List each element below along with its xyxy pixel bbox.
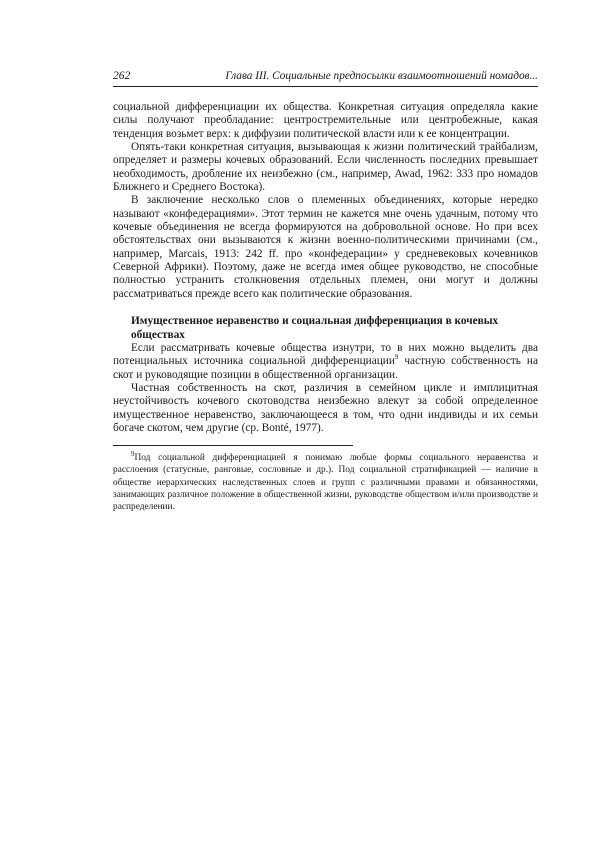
paragraph-3: В заключение несколько слов о племенных объединениях, которые нередко называют «конфедерациями». Этот термин не кажется мне очень удачным, потому что кочевые объединения не всегда формируются на добровольной основе. Но при всех обстоятельствах они вызываются к жизни военно-политическими причинами (см., например, Marcais, 1913: 242 ff. про «конфедерации» у средневековых кочевников Северной Африки). Поэтому, даже не всегда имея общее руководство, не способные полностью устранить столкновения отдельных племен, они могут и должны рассматриваться прежде всего как политические образования.: [113, 194, 538, 300]
footnote-separator: [113, 445, 353, 446]
footnote-text: Под социальной дифференциацией я понимаю любые формы социального неравенства и расслоения (статусные, ранговые, сословные и др.). Под социальной стратификацией — наличие в обществе иерархических наследственных слоев и групп с различными правами и обязанностями, занимающих различное положение в общественной жизни, руководстве обществом и/или производстве и распределении.: [113, 453, 538, 513]
paragraph-5: Частная собственность на скот, различия в семейном цикле и имплицитная неустойчивость кочевого скотоводства неизбежно влекут за собой определенное имущественное неравенство, заключающееся в том, что одни индивиды и их семьи богаче скотом, чем другие (ср. Bonté, 1977).: [113, 381, 538, 434]
footnote-ref[interactable]: 9: [394, 353, 399, 362]
paragraph-2: Опять-таки конкретная ситуация, вызывающая к жизни политический трайбализм, определяет и размеры кочевых образований. Если численность последних превышает необходимость, дробление их неизбежно (см., например, Awad, 1962: 333 про номадов Ближнего и Среднего Востока).: [113, 141, 538, 194]
paragraph-1: социальной дифференциации их общества. Конкретная ситуация определяла какие силы получают преобладание: центростремительные или центробежные, какая тенденция возьмет верх: к диффузии политической власти или к ее концентрации.: [113, 101, 538, 140]
page: [113, 70, 538, 513]
paragraph-4-part-b: частную собственность на скот и руководящие позиции в общественной организации.: [113, 355, 538, 381]
footnote: [113, 452, 538, 513]
footnote-marker: 9: [131, 450, 135, 459]
paragraph-4-part-a: Если рассматривать кочевые общества изнутри, то в них можно выделить два потенциальных источника социальной дифференциации: [113, 341, 538, 368]
running-header: [113, 70, 538, 87]
section-heading: Имущественное неравенство и социальная дифференциация в кочевых обществах: [131, 315, 499, 341]
running-title: Глава III. Социальные предпосылки взаимоотношений номадов...: [225, 70, 538, 82]
footnote-text-block: [113, 452, 538, 513]
page-number: 262: [113, 70, 131, 82]
paragraph-4: [113, 342, 538, 382]
